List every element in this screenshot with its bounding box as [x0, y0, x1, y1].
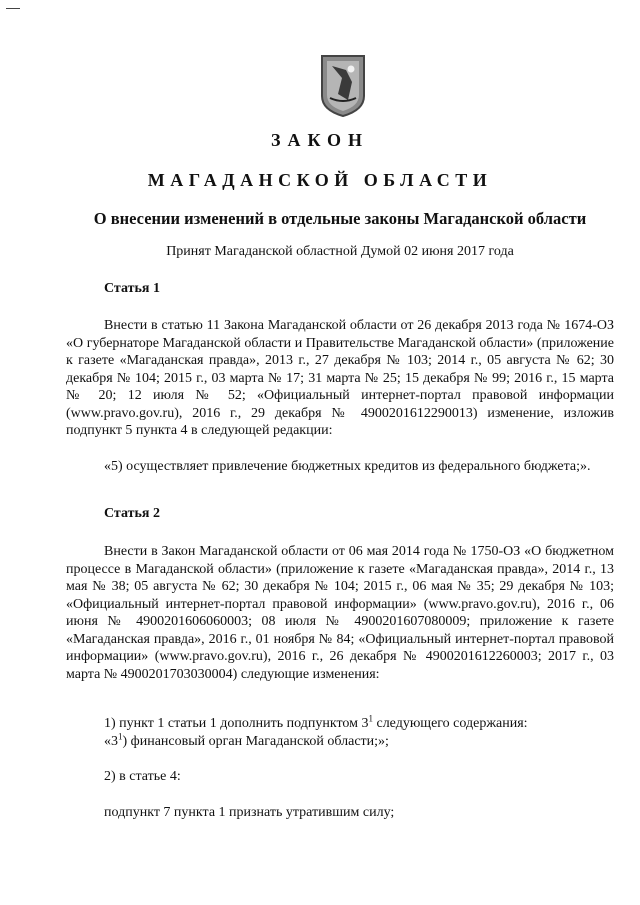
article-1-heading: Статья 1	[104, 281, 160, 296]
item-1-tail: следующего содержания:	[372, 716, 528, 731]
article-1-body: Внести в статью 11 Закона Магаданской области от 26 декабря 2013 года № 1674-ОЗ «О губернаторе Магаданской области и Правительстве Магаданской области» (приложение к газете «Магаданская правда», 2013 г., 27 декабря № 103; 2014 г., 05 августа № 62; 30 декабря № 104; 2015 г., 03 марта № 17; 31 марта № 25; 15 декабря № 99; 2016 г., 15 марта № 20; 12 июля № 52; «Официальный интернет-портал правовой информации (www.pravo.gov.ru), 2016 г., 29 декабря № 4900201612290013) изменение, изложив подпункт 5 пункта 4 в следующей редакции:	[66, 318, 614, 438]
adoption-line: Принят Магаданской областной Думой 02 июня 2017 года	[166, 244, 514, 259]
article-2-heading: Статья 2	[104, 506, 160, 521]
item-1-quote-tail: ) финансовый орган Магаданской области;»;	[122, 734, 389, 749]
item-1-text: 1) пункт 1 статьи 1 дополнить подпунктом 3	[104, 716, 369, 731]
article-1-quote: «5) осуществляет привлечение бюджетных кредитов из федерального бюджета;».	[104, 459, 591, 474]
coat-of-arms-icon	[318, 52, 368, 118]
law-title: ЗАКОН	[270, 130, 370, 150]
article-2-item-2: 2) в статье 4:	[104, 769, 181, 784]
article-2-item-2-subpoint: подпункт 7 пункта 1 признать утратившим силу;	[104, 805, 395, 820]
region-title: МАГАДАНСКОЙ ОБЛАСТИ	[147, 170, 493, 190]
article-2-item-1-quote	[104, 731, 389, 750]
item-1-quote-superscript: 1	[118, 731, 123, 742]
scan-corner-mark	[6, 8, 20, 9]
article-2-item-1	[104, 713, 528, 732]
item-1-superscript: 1	[368, 713, 373, 724]
article-2-body: Внести в Закон Магаданской области от 06 мая 2014 года № 1750-ОЗ «О бюджетном процессе в Магаданской области» (приложение к газете «Магаданская правда», 2014 г., 13 мая № 38; 05 августа № 62; 30 декабря № 104; 2015 г., 06 мая № 35; 29 декабря № 103; «Официальный интернет-портал правовой информации» (www.pravo.gov.ru), 2016 г., 06 июня № 4900201606060003; 08 июля № 4900201607080009; приложение к газете «Магаданская правда», 2016 г., 01 ноября № 84; «Официальный интернет-портал правовой информации» (www.pravo.gov.ru), 2016 г., 26 декабря № 4900201612260003; 2017 г., 03 марта № 4900201703030004) следующие изменения:	[66, 544, 614, 682]
item-1-quote-open: «3	[104, 734, 118, 749]
law-subject: О внесении изменений в отдельные законы Магаданской области	[93, 209, 587, 228]
